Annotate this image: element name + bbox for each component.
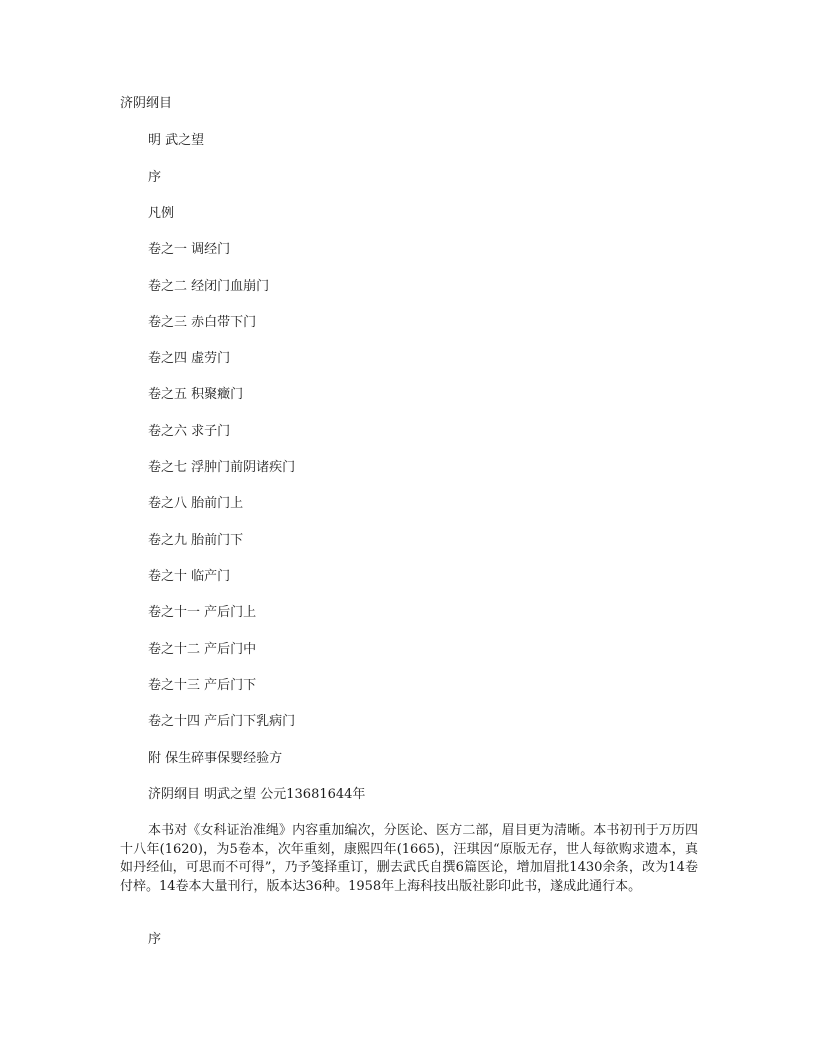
- document-title: 济阴纲目: [120, 96, 173, 111]
- summary-paragraph: 本书对《女科证治准绳》内容重加编次，分医论、医方二部，眉目更为清晰。本书初刊于万历四十八年(1620)，为5卷本，次年重刻，康熙四年(1665)，汪琪因“原版无存，世人每欲购求遗本，真如丹经仙，可思而不可得”，乃予笺择重订，删去武氏自撰6篇医论，增加眉批1430余条，改为14卷付梓。14卷本大量刊行，版本达36种。1958年上海科技出版社影印此书，遂成此通行本。: [120, 823, 698, 894]
- toc-item: 卷之十 临产门: [148, 569, 231, 584]
- toc-item: 卷之九 胎前门下: [148, 533, 244, 548]
- section-heading: 序: [148, 932, 162, 947]
- toc-item: 卷之十四 产后门下乳病门: [148, 714, 296, 729]
- toc-item: 卷之六 求子门: [148, 424, 231, 439]
- toc-item: 卷之七 浮肿门前阴诸疾门: [148, 460, 296, 475]
- toc-item: 卷之五 积聚癥门: [148, 387, 244, 402]
- summary-heading: 济阴纲目 明武之望 公元13681644年: [148, 787, 366, 802]
- toc-item: 卷之一 调经门: [148, 242, 231, 257]
- toc-item: 凡例: [148, 206, 175, 221]
- toc-item: 卷之十二 产后门中: [148, 642, 257, 657]
- toc-item: 卷之四 虚劳门: [148, 351, 231, 366]
- author-line: 明 武之望: [148, 133, 205, 148]
- toc-item: 卷之八 胎前门上: [148, 496, 244, 511]
- toc-item: 附 保生碎事保婴经验方: [148, 751, 283, 766]
- toc-item: 卷之十三 产后门下: [148, 678, 257, 693]
- toc-item: 序: [148, 170, 162, 185]
- toc-item: 卷之三 赤白带下门: [148, 315, 257, 330]
- toc-item: 卷之二 经闭门血崩门: [148, 279, 270, 294]
- toc-item: 卷之十一 产后门上: [148, 605, 257, 620]
